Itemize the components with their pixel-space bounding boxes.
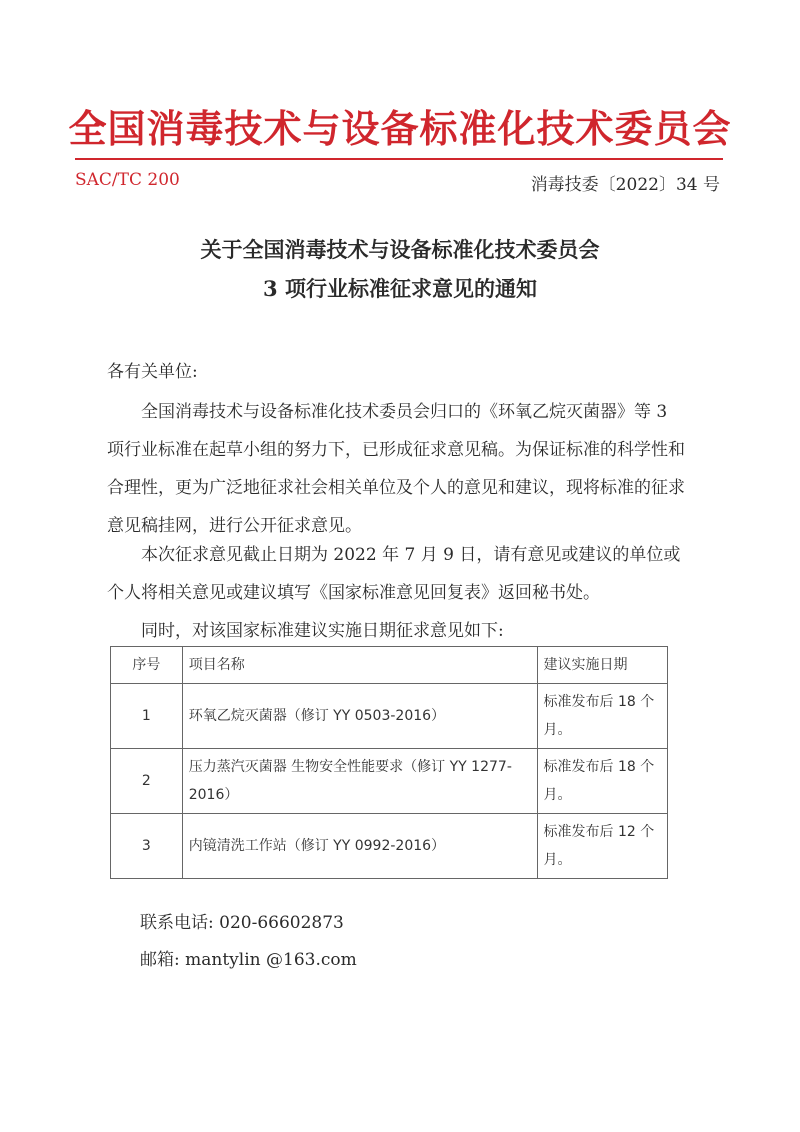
table-row xyxy=(111,684,668,749)
salutation: 各有关单位: xyxy=(107,362,198,382)
header-divider xyxy=(75,158,723,160)
notice-title-line2: 3 项行业标准征求意见的通知 xyxy=(263,276,537,301)
contact-email: 邮箱: mantylin @163.com xyxy=(140,950,357,970)
table-row xyxy=(111,814,668,879)
body-paragraph-1: 全国消毒技术与设备标准化技术委员会归口的《环氧乙烷灭菌器》等 3 项行业标准在起草小组的努力下，已形成征求意见稿。为保证标准的科学性和合理性，更为广泛地征求社会相关单位及个人的意见和建议，现将标准的征求意见稿挂网，进行公开征求意见。 xyxy=(107,402,685,536)
committee-code: SAC/TC 200 xyxy=(75,170,180,190)
document-number: 消毒技委〔2022〕34 号 xyxy=(530,175,720,195)
table-row xyxy=(111,749,668,814)
row-implementation-date: 标准发布后 18 个月。 xyxy=(537,684,668,749)
body-paragraph-3: 同时，对该国家标准建议实施日期征求意见如下: xyxy=(141,621,504,641)
row-project-name: 内镜清洗工作站（修订 YY 0992-2016） xyxy=(182,814,537,879)
row-implementation-date: 标准发布后 18 个月。 xyxy=(537,749,668,814)
row-project-name: 环氧乙烷灭菌器（修订 YY 0503-2016） xyxy=(182,684,537,749)
notice-title-line1: 关于全国消毒技术与设备标准化技术委员会 xyxy=(200,237,600,262)
row-project-name: 压力蒸汽灭菌器 生物安全性能要求（修订 YY 1277-2016） xyxy=(182,749,537,814)
row-serial-number: 1 xyxy=(111,684,183,749)
header-serial-number: 序号 xyxy=(111,647,183,684)
organization-title: 全国消毒技术与设备标准化技术委员会 xyxy=(68,106,732,151)
header-implementation-date: 建议实施日期 xyxy=(537,647,668,684)
table-header-row xyxy=(111,647,668,684)
row-serial-number: 2 xyxy=(111,749,183,814)
contact-phone: 联系电话: 020-66602873 xyxy=(140,913,344,933)
body-paragraph-2: 本次征求意见截止日期为 2022 年 7 月 9 日，请有意见或建议的单位或个人将相关意见或建议填写《国家标准意见回复表》返回秘书处。 xyxy=(107,545,681,603)
row-implementation-date: 标准发布后 12 个月。 xyxy=(537,814,668,879)
header-project-name: 项目名称 xyxy=(182,647,537,684)
row-serial-number: 3 xyxy=(111,814,183,879)
standards-table xyxy=(110,646,668,879)
